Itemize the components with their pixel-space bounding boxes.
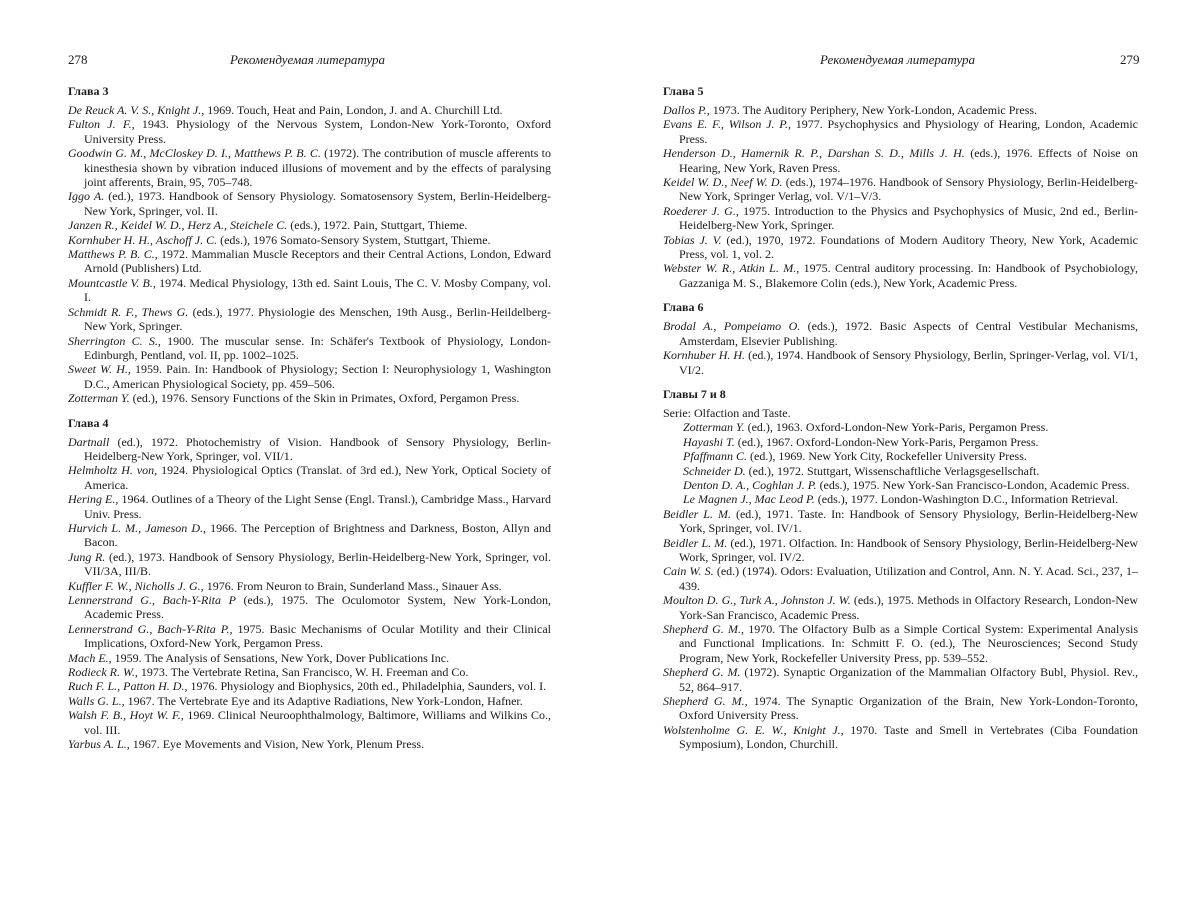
ref-authors: Wolstenholme G. E. W., Knight J., [663, 722, 844, 737]
right-page [600, 0, 1200, 911]
reference-entry [68, 362, 551, 391]
reference-entry [663, 319, 1138, 348]
ref-authors: Yarbus A. L., [68, 737, 130, 752]
reference-entry [68, 103, 551, 117]
reference-entry [68, 247, 551, 276]
ref-details: 1973. The Vertebrate Retina, San Francisco, W. H. Freeman and Co. [137, 665, 469, 680]
reference-entry [663, 175, 1138, 204]
ref-authors: Henderson D., Hamernik R. P., Darshan S. D., Mills J. H. [663, 146, 965, 161]
ref-authors: Beidler L. M. [663, 535, 728, 550]
ref-details: (eds.), 1975. Methods in Olfactory Research, London-New York-San Francisco, Academic Press. [679, 593, 1138, 622]
ref-details: (ed.), 1971. Olfaction. In: Handbook of Sensory Physiology, Berlin-Heidelberg-New Work, Springer, vol. IV/2. [679, 535, 1138, 564]
running-title: Рекомендуемая литература [230, 52, 386, 67]
ref-authors: Hayashi T. [683, 434, 735, 449]
ref-authors: Janzen R., Keidel W. D., Herz A., Steichele C. [68, 218, 288, 233]
reference-entry [68, 708, 551, 737]
ref-authors: Zotterman Y. [68, 391, 130, 406]
reference-entry [68, 737, 551, 751]
ref-list [663, 319, 1138, 377]
ref-details: 1974. Medical Physiology, 13th ed. Saint Louis, The C. V. Mosby Company, vol. I. [84, 275, 552, 305]
ref-details: (ed.), 1973. Handbook of Sensory Physiology. Somatosensory System, Berlin-Heidelberg-New York, Springer, vol. II. [84, 189, 551, 218]
ref-authors: De Reuck A. V. S., Knight J., [68, 103, 205, 117]
ref-authors: Fulton J. F., [68, 117, 135, 132]
section-chapter-4 [68, 416, 551, 752]
ref-list [68, 435, 551, 752]
serie-ref-entry [663, 464, 1138, 478]
ref-details: 1974. The Synaptic Organization of the Brain, New York-London-Toronto, Oxford University Press. [679, 694, 1138, 723]
section-chapter-6 [663, 300, 1138, 377]
section-chapters-7-8 [663, 387, 1138, 752]
ref-details: (ed.), 1963. Oxford-London-New York-Paris, Pergamon Press. [744, 420, 1049, 435]
reference-entry [68, 593, 551, 622]
ref-authors: Zotterman Y. [683, 420, 745, 435]
ref-authors: Iggo A. [68, 189, 105, 204]
reference-entry [663, 233, 1138, 262]
ref-details: 1969. Clinical Neuroophthalmology, Baltimore, Williams and Wilkins Co., vol. III. [84, 708, 552, 737]
ref-authors: Denton D. A., Coghlan J. P. [683, 477, 817, 492]
reference-entry [68, 492, 551, 521]
ref-details: (eds.), 1972. Pain, Stuttgart, Thieme. [287, 218, 468, 233]
ref-details: (ed.), 1976. Sensory Functions of the Skin in Primates, Oxford, Pergamon Press. [129, 391, 520, 406]
ref-authors: Cain W. S. [663, 564, 714, 579]
reference-entry [68, 189, 551, 218]
ref-authors: Tobias J. V. [663, 232, 722, 247]
reference-entry [68, 665, 551, 679]
ref-authors: Pfaffmann C. [683, 449, 748, 464]
page-number: 278 [68, 52, 88, 67]
ref-details: (ed.), 1967. Oxford-London-New York-Paris, Pergamon Press. [734, 434, 1039, 449]
ref-details: 1943. Physiology of the Nervous System, London-New York-Toronto, Oxford University Press. [84, 117, 551, 146]
ref-authors: Mach E., [68, 650, 112, 665]
reference-entry [68, 579, 551, 593]
section-chapter-5 [663, 84, 1138, 290]
ref-authors: Hurvich L. M., Jameson D., [68, 520, 207, 535]
reference-entry [663, 117, 1138, 146]
ref-details: (eds.), 1975. The Oculomotor System, New York-London, Academic Press. [84, 593, 551, 622]
serie-ref-entry [663, 435, 1138, 449]
ref-details: 1900. The muscular sense. In: Schäfer's Textbook of Physiology, London-Edinburgh, Pentland, vol. II, pp. 1002–1025. [84, 333, 551, 362]
ref-details: 1969. Touch, Heat and Pain, London, J. and A. Churchill Ltd. [204, 103, 503, 117]
ref-list [663, 507, 1138, 752]
ref-details: 1976. From Neuron to Brain, Sunderland Mass., Sinauer Ass. [203, 578, 502, 593]
reference-entry [663, 593, 1138, 622]
ref-authors: Matthews P. B. C., [68, 247, 158, 262]
reference-entry [663, 665, 1138, 694]
ref-details: (ed.), 1974. Handbook of Sensory Physiology, Berlin, Springer-Verlag, vol. VI/1, VI/2. [679, 348, 1138, 377]
ref-details: 1977. Psychophysics and Physiology of Hearing, London, Academic Press. [679, 117, 1138, 146]
ref-details: 1975. Central auditory processing. In: Handbook of Psychobiology, Gazzaniga M. S., Blakemore Colin (eds.), New York, Academic Press. [679, 261, 1138, 290]
ref-details: (ed.), 1971. Taste. In: Handbook of Sensory Physiology, Berlin-Heidelberg-New York, Springer, vol. IV/1. [679, 506, 1139, 536]
reference-entry [68, 435, 551, 464]
ref-authors: Ruch F. L., Patton H. D., [68, 679, 188, 694]
reference-entry [68, 233, 551, 247]
ref-authors: Sweet W. H., [68, 362, 131, 377]
reference-entry [68, 146, 551, 189]
ref-authors: Shepherd G. M. [663, 665, 741, 680]
reference-entry [68, 463, 551, 492]
ref-details: (eds.), 1977. London-Washington D.C., Information Retrieval. [814, 492, 1119, 507]
ref-details: (ed.), 1970, 1972. Foundations of Modern Auditory Theory, New York, Academic Press, vol. 1, vol. 2. [679, 232, 1138, 262]
ref-details: (1972). Synaptic Organization of the Mammalian Olfactory Bubl, Physiol. Rev., 52, 864–917. [679, 665, 1138, 694]
ref-details: 1970. Taste and Smell in Vertebrates (Ciba Foundation Symposium), London, Churchill. [679, 722, 1138, 752]
reference-entry [68, 694, 551, 708]
ref-authors: Dallos P., [663, 103, 710, 117]
ref-details: (ed.), 1973. Handbook of Sensory Physiology, Berlin-Heidelberg-New York, Springer, vol. VII/3A, III/B. [84, 549, 551, 579]
ref-details: (ed.), 1969. New York City, Rockefeller University Press. [747, 449, 1027, 464]
ref-list [68, 103, 551, 406]
ref-authors: Roederer J. G., [663, 203, 739, 218]
ref-list [663, 103, 1138, 290]
serie-ref-entry [663, 420, 1138, 434]
ref-authors: Shepherd G. M., [663, 622, 745, 636]
reference-entry [663, 507, 1138, 536]
reference-entry [68, 117, 551, 146]
ref-authors: Walsh F. B., Hoyt W. F., [68, 708, 184, 723]
right-column [663, 84, 1138, 762]
ref-details: 1964. Outlines of a Theory of the Light Sense (Engl. Transl.), Cambridge Mass., Harvard Univ. Press. [84, 492, 551, 521]
section-chapter-3 [68, 84, 551, 406]
ref-authors: Sherrington C. S., [68, 333, 161, 348]
ref-details: 1967. The Vertebrate Eye and its Adaptive Radiations, New York-London, Hafner. [124, 693, 523, 708]
page-number: 279 [1120, 52, 1140, 67]
ref-details: (ed.), 1972. Stuttgart, Wissenschaftliche Verlagsgesellschaft. [745, 463, 1040, 478]
ref-details: (eds.), 1974–1976. Handbook of Sensory Physiology, Berlin-Heidelberg-New York, Springer Verlag, vol. V/1–V/3. [679, 175, 1139, 204]
serie-ref-entry [663, 478, 1138, 492]
serie-ref-list [663, 420, 1138, 506]
reference-entry [68, 521, 551, 550]
reference-entry [663, 564, 1138, 593]
serie-ref-entry [663, 449, 1138, 463]
left-column [68, 84, 551, 761]
ref-authors: Kuffler F. W., Nicholls J. G., [68, 578, 204, 593]
reference-entry [663, 261, 1138, 290]
ref-details: 1975. Introduction to the Physics and Psychophysics of Music, 2nd ed., Berlin-Heidelberg-New York, Springer. [679, 203, 1138, 233]
ref-details: (ed.), 1972. Photochemistry of Vision. Handbook of Sensory Physiology, Berlin-Heidelberg-New York, Springer, vol. VII/1. [84, 434, 551, 463]
chapter-heading: Глава 3 [68, 84, 109, 98]
chapter-heading: Главы 7 и 8 [663, 386, 726, 401]
ref-details: 1967. Eye Movements and Vision, New York, Plenum Press. [129, 737, 425, 752]
ref-authors: Hering E., [68, 492, 119, 507]
ref-authors: Schmidt R. F., Thews G. [68, 304, 189, 319]
reference-entry [68, 218, 551, 232]
reference-entry [68, 305, 551, 334]
ref-details: (eds.), 1977. Physiologie des Menschen, 19th Ausg., Berlin-Heildelberg-New York, Springer. [84, 304, 551, 334]
ref-details: (eds.), 1975. New York-San Francisco-London, Academic Press. [816, 477, 1130, 492]
ref-details: (eds.), 1976 Somato-Sensory System, Stuttgart, Thieme. [217, 232, 491, 247]
ref-details: (ed.) (1974). Odors: Evaluation, Utilization and Control, Ann. N. Y. Acad. Sci., 237, 1–439. [679, 564, 1138, 593]
ref-authors: Rodieck R. W., [68, 665, 138, 680]
ref-details: (eds.), 1976. Effects of Noise on Hearing, New York, Raven Press. [679, 146, 1138, 175]
reference-entry [68, 334, 551, 363]
reference-entry [663, 694, 1138, 723]
reference-entry [68, 622, 551, 651]
ref-authors: Evans E. F., Wilson J. P., [663, 117, 791, 132]
ref-details: 1959. The Analysis of Sensations, New York, Dover Publications Inc. [111, 650, 450, 665]
ref-authors: Jung R. [68, 549, 106, 564]
running-title: Рекомендуемая литература [820, 52, 976, 67]
ref-authors: Walls G. L., [68, 693, 125, 708]
ref-details: (1972). The contribution of muscle afferents to kinesthesia shown by vibration induced illusions of movement and by the effects of paralysing joint afferents, Brain, 95, 705–748. [84, 146, 551, 190]
reference-entry [663, 723, 1138, 752]
ref-authors: Shepherd G. M., [663, 694, 748, 709]
ref-details: 1972. Mammalian Muscle Receptors and their Central Actions, London, Edward Arnold (Publishers) Ltd. [84, 247, 552, 276]
ref-authors: Dartnall [68, 434, 110, 449]
reference-entry [663, 348, 1138, 377]
ref-details: 1970. The Olfactory Bulb as a Simple Cortical System: Experimental Analysis and Functional Implications. In: Schmitt F. O. (ed.), The Neurosciences; Second Study Program, New York, Rockefeller University Press, pp. 539–552. [679, 622, 1138, 665]
reference-entry [68, 391, 551, 405]
ref-authors: Mountcastle V. B., [68, 275, 156, 290]
ref-authors: Moulton D. G., Turk A., Johnston J. W. [663, 593, 851, 608]
serie-label: Serie: Olfaction and Taste. [663, 405, 791, 420]
ref-authors: Brodal A., Pompeiamo O. [663, 319, 801, 334]
ref-details: 1973. The Auditory Periphery, New York-London, Academic Press. [709, 103, 1038, 117]
reference-entry [68, 651, 551, 665]
ref-authors: Goodwin G. M., McCloskey D. I., Matthews P. B. C. [68, 146, 321, 161]
ref-details: 1975. Basic Mechanisms of Ocular Motility and their Clinical Implications, Oxford-New York, Pergamon Press. [84, 621, 551, 651]
ref-authors: Helmholtz H. von, [68, 463, 158, 478]
ref-details: (eds.), 1972. Basic Aspects of Central Vestibular Mechanisms, Amsterdam, Elsevier Publishing. [679, 319, 1138, 348]
ref-details: 1976. Physiology and Biophysics, 20th ed., Philadelphia, Saunders, vol. I. [187, 679, 547, 694]
reference-entry [663, 204, 1138, 233]
serie-ref-entry [663, 492, 1138, 506]
ref-authors: Lennerstrand G., Bach-Y-Rita P [68, 593, 236, 607]
ref-authors: Keidel W. D., Neef W. D. [663, 175, 783, 190]
ref-authors: Kornhuber H. H. [663, 348, 746, 363]
ref-details: 1966. The Perception of Brightness and Darkness, Boston, Allyn and Bacon. [84, 520, 551, 550]
chapter-heading: Глава 4 [68, 415, 109, 430]
reference-entry [68, 276, 551, 305]
reference-entry [68, 550, 551, 579]
chapter-heading: Глава 6 [663, 300, 704, 315]
reference-entry [68, 679, 551, 693]
ref-authors: Kornhuber H. H., Aschoff J. C. [68, 232, 218, 247]
ref-authors: Le Magnen J., Mac Leod P. [683, 492, 815, 507]
ref-authors: Lennerstrand G., Bach-Y-Rita P., [68, 621, 233, 636]
reference-entry [663, 146, 1138, 175]
ref-authors: Webster W. R., Atkin L. M., [663, 261, 800, 276]
reference-entry [663, 103, 1138, 117]
ref-details: 1959. Pain. In: Handbook of Physiology; Section I: Neurophysiology 1, Washington D.C., American Physiological Society, pp. 459–506. [84, 362, 551, 391]
reference-entry [663, 622, 1138, 665]
ref-authors: Beidler L. M. [663, 506, 731, 521]
ref-authors: Schneider D. [683, 463, 746, 478]
ref-details: 1924. Physiological Optics (Translat. of 3rd ed.), New York, Optical Society of America. [84, 463, 551, 492]
reference-entry [663, 536, 1138, 565]
chapter-heading: Глава 5 [663, 84, 704, 98]
